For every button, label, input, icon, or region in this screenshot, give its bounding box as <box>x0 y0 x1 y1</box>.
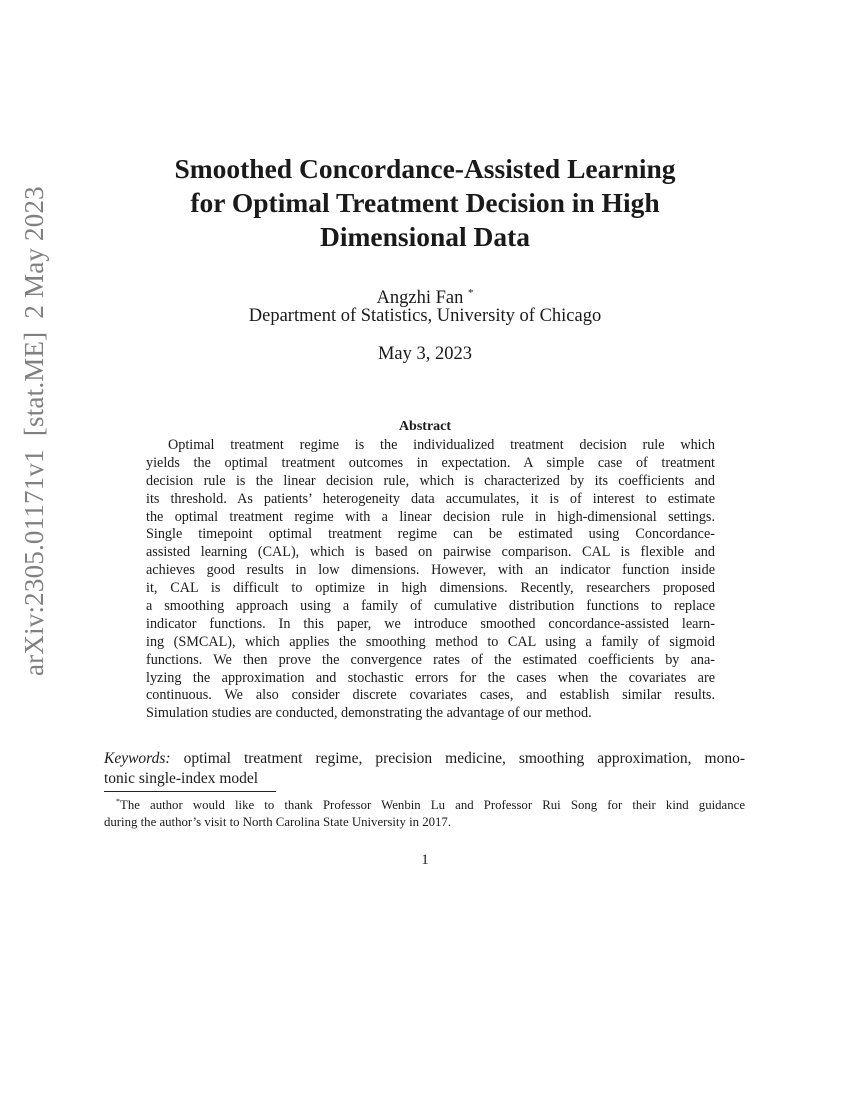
title-line: Dimensional Data <box>319 221 531 252</box>
abstract-line: Optimal treatment regime is the individualized treatment decision rule which <box>168 437 715 453</box>
title-line: Smoothed Concordance-Assisted Learning <box>174 153 676 184</box>
footnote <box>104 794 745 830</box>
abstract-line: yields the optimal treatment outcomes in expectation. A simple case of treatment <box>146 454 715 471</box>
paper-date: May 3, 2023 <box>377 344 473 364</box>
keywords <box>104 749 745 788</box>
abstract-line: lyzing the approximation and stochastic errors for the cases when the covariates are <box>146 669 715 686</box>
arxiv-category: [stat.ME] <box>19 331 49 437</box>
abstract-line: decision rule is the linear decision rule, which is characterized by its coefficients and <box>146 472 715 489</box>
abstract-line: Single timepoint optimal treatment regime can be estimated using Concordance- <box>146 526 715 543</box>
abstract-line: continuous. We also consider discrete covariates cases, and establish similar results. <box>146 687 715 704</box>
keywords-text: optimal treatment regime, precision medicine, smoothing approximation, mono- <box>183 750 746 767</box>
abstract-line: assisted learning (CAL), which is based on pairwise comparison. CAL is flexible and <box>146 544 715 561</box>
abstract-line: functions. We then prove the convergence rates of the estimated coefficients by ana- <box>146 651 715 668</box>
paper-title <box>100 152 750 254</box>
abstract-line: indicator functions. In this paper, we introduce smoothed concordance-assisted learn- <box>146 615 715 632</box>
footnote-line <box>104 794 745 814</box>
abstract-body <box>146 437 715 723</box>
abstract-line: the optimal treatment regime with a linear decision rule in high-dimensional settings. <box>146 508 715 525</box>
abstract-line: it, CAL is difficult to optimize in high dimensions. Recently, researchers proposed <box>146 580 715 597</box>
keywords-line: tonic single-index model <box>104 769 259 787</box>
arxiv-id: arXiv:2305.01171v1 <box>19 449 49 676</box>
abstract-line: achieves good results in low dimensions. However, with an indicator function inside <box>146 562 715 579</box>
page-number: 1 <box>421 852 429 868</box>
arxiv-date: 2 May 2023 <box>19 186 49 319</box>
author-affiliation: Department of Statistics, University of Chicago <box>248 306 602 326</box>
abstract-heading: Abstract <box>398 419 452 434</box>
keywords-line <box>104 749 745 769</box>
keywords-label: Keywords: <box>104 750 171 767</box>
footnote-rule <box>104 791 276 792</box>
abstract-line: a smoothing approach using a family of cumulative distribution functions to replace <box>146 598 715 615</box>
footnote-line: during the author’s visit to North Carolina State University in 2017. <box>104 814 452 829</box>
abstract-line: ing (SMCAL), which applies the smoothing method to CAL using a family of sigmoid <box>146 633 715 650</box>
footnote-text: The author would like to thank Professor Wenbin Lu and Professor Rui Song for their kind guidance <box>120 798 745 812</box>
author-name: Angzhi Fan <box>376 288 464 308</box>
author-footnote-mark: * <box>467 287 474 299</box>
abstract-line: Simulation studies are conducted, demonstrating the advantage of our method. <box>146 705 592 722</box>
abstract-line: its threshold. As patients’ heterogeneity data accumulates, it is of interest to estimate <box>146 490 715 507</box>
footnote-mark: * <box>116 797 120 806</box>
title-line: for Optimal Treatment Decision in High <box>190 187 660 218</box>
